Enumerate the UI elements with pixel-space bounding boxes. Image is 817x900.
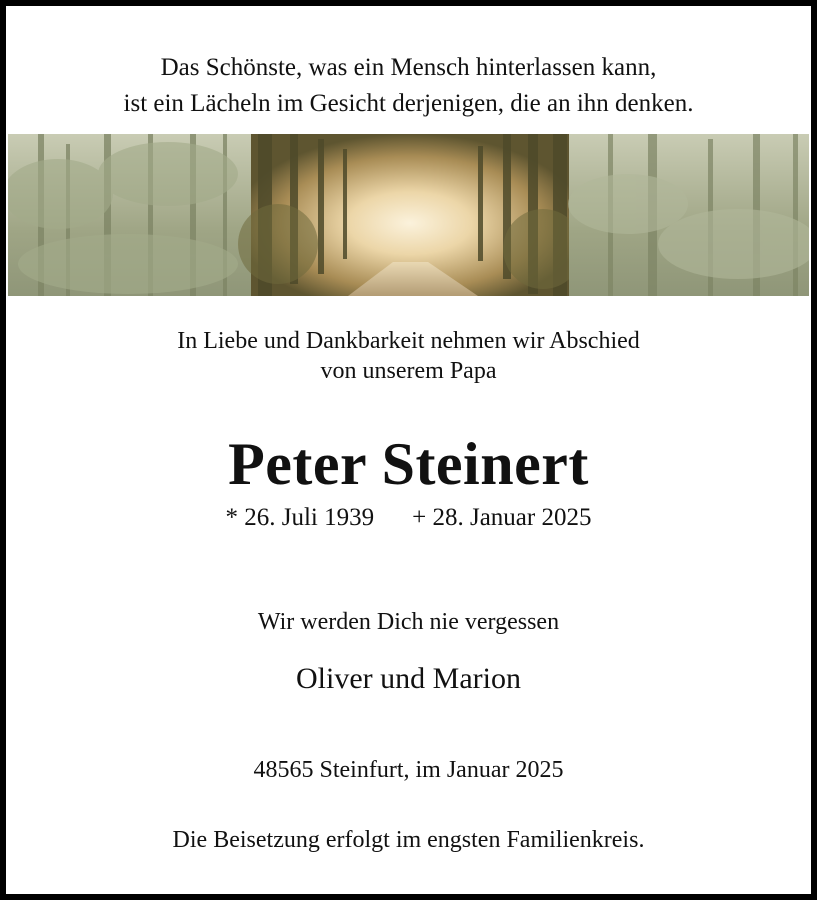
deceased-name: Peter Steinert: [228, 431, 589, 497]
remembrance-line: Wir werden Dich nie vergessen: [257, 609, 560, 635]
forest-photo-band: [8, 134, 809, 296]
intro-line-2: von unserem Papa: [320, 358, 497, 384]
birth-date: * 26. Juli 1939: [225, 504, 375, 531]
quote-line-2: ist ein Lächeln im Gesicht derjenigen, die an ihn denken.: [123, 90, 694, 117]
life-dates: [6, 502, 811, 534]
death-date: + 28. Januar 2025: [412, 504, 592, 531]
intro-line-1: In Liebe und Dankbarkeit nehmen wir Abschied: [177, 328, 640, 354]
family-signature: Oliver und Marion: [296, 662, 521, 695]
place-date: 48565 Steinfurt, im Januar 2025: [253, 757, 564, 783]
farewell-intro: [6, 326, 811, 386]
burial-note: Die Beisetzung erfolgt im engsten Familienkreis.: [172, 827, 645, 853]
forest-path-image: [8, 134, 809, 296]
quote-line-1: Das Schönste, was ein Mensch hinterlassen kann,: [160, 54, 657, 81]
memorial-quote: [6, 50, 811, 122]
